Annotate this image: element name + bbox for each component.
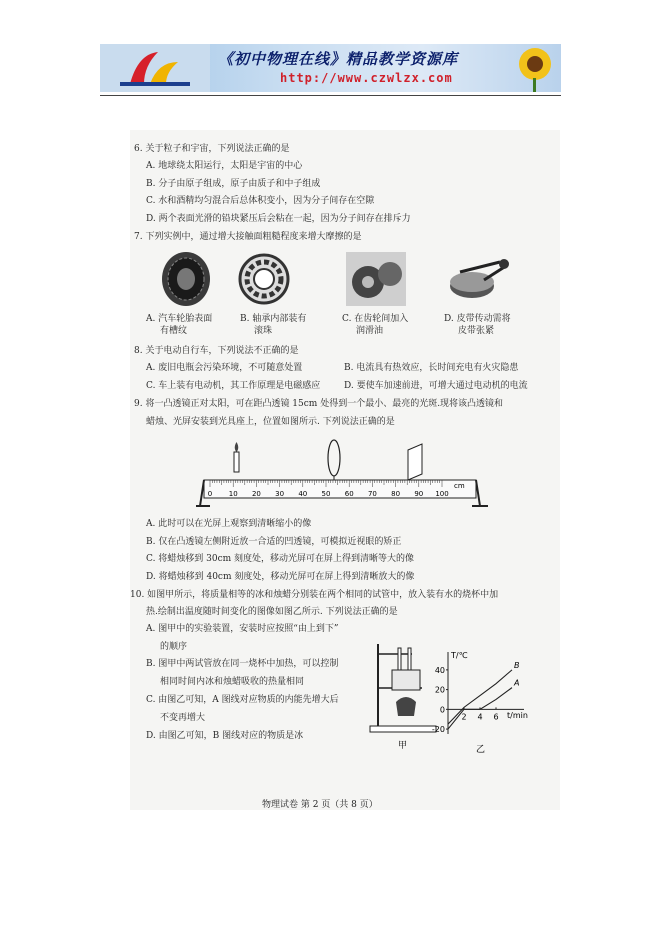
q7-caption-a	[146, 313, 212, 337]
q7-stem: 7. 下列实例中，通过增大接触面粗糙程度来增大摩擦的是	[134, 232, 362, 242]
sunflower-icon	[501, 44, 561, 92]
flame-icon	[235, 442, 239, 452]
q9-stem-line1: 9. 将一凸透镜正对太阳，可在距凸透镜 15cm 处得到一个最小、最亮的光斑.现将该凸透镜和	[134, 399, 504, 409]
q8-option-d: D. 要使车加速前进，可增大通过电动机的电流	[344, 381, 528, 391]
chart-x-tick-label: 4	[477, 712, 483, 722]
ruler-tick-label: 40	[298, 490, 308, 498]
ruler-tick-label: 0	[207, 490, 213, 498]
q10-option-c	[146, 694, 339, 724]
ruler-tick-label: 30	[275, 490, 285, 498]
q10-option-c-line1: C. 由图乙可知，A 图线对应物质的内能先增大后	[146, 695, 339, 705]
q10-option-c-line2: 不变再增大	[160, 713, 206, 723]
convex-lens-icon	[328, 440, 340, 476]
q10-option-a-line1: A. 图甲中的实验装置，安装时应按照“由上到下”	[146, 624, 339, 634]
q9-option-b: B. 仅在凸透镜左侧附近放一合适的凹透镜，可模拟近视眼的矫正	[146, 537, 402, 547]
q10-stem-line2: 热.绘制出温度随时间变化的图像如图乙所示. 下列说法正确的是	[146, 607, 398, 617]
q7-caption-d-line2: 皮带张紧	[458, 326, 495, 336]
q9-stem-line2: 蜡烛、光屏安装到光具座上，位置如图所示. 下列说法正确的是	[146, 417, 395, 427]
q9-option-a: A. 此时可以在光屏上观察到清晰缩小的像	[146, 519, 312, 529]
chart-ylabel: T/℃	[451, 651, 468, 660]
bearing-image	[236, 252, 292, 306]
q7-caption-b	[240, 313, 306, 337]
q9-option-c: C. 将蜡烛移到 30cm 刻度处，移动光屏可在屏上得到清晰等大的像	[146, 554, 415, 564]
ruler-tick-label: 90	[414, 490, 424, 498]
light-screen-icon	[408, 444, 422, 480]
q8-option-a: A. 废旧电瓶会污染环境，不可随意处置	[146, 363, 303, 373]
q7-caption-c-line1: C. 在齿轮间加入	[342, 314, 409, 324]
q6-stem: 6. 关于粒子和宇宙，下列说法正确的是	[134, 144, 290, 154]
q8-option-b: B. 电流具有热效应，长时间充电有火灾隐患	[344, 363, 519, 373]
ruler-tick-label: 80	[391, 490, 401, 498]
q9-option-d: D. 将蜡烛移到 40cm 刻度处，移动光屏可在屏上得到清晰放大的像	[146, 572, 415, 582]
q10-option-b	[146, 658, 338, 688]
q6-option-d: D. 两个表面光滑的铅块紧压后会粘在一起，因为分子间存在排斥力	[146, 214, 411, 224]
chart-x-tick-label: 2	[461, 712, 467, 722]
chart-x-tick-label: 6	[493, 712, 499, 722]
banner-url[interactable]: http://www.czwlzx.com	[280, 71, 453, 85]
chart-xlabel: t/min	[507, 711, 528, 720]
ruler-tick-label: 50	[321, 490, 331, 498]
temperature-time-chart	[428, 648, 538, 756]
ruler-unit: cm	[454, 482, 465, 490]
logo-icon	[100, 44, 210, 92]
beaker-icon	[392, 670, 420, 690]
ruler-tick-label: 10	[228, 490, 238, 498]
header-rule	[100, 95, 561, 96]
q10-option-d	[146, 730, 303, 742]
candle-icon	[234, 452, 239, 472]
gears-image	[346, 252, 406, 306]
q10-option-a-line2: 的顺序	[160, 642, 188, 652]
q10-option-a	[146, 623, 338, 653]
ruler-tick-label: 60	[344, 490, 354, 498]
q7-caption-d-line1: D. 皮带传动需将	[444, 314, 511, 324]
banner-title: 《初中物理在线》精品教学资源库	[218, 50, 459, 68]
q6-option-a: A. 地球绕太阳运行，太阳是宇宙的中心	[146, 161, 303, 171]
ruler-tick-label: 20	[251, 490, 261, 498]
chart-y-tick-label: 0	[439, 705, 445, 715]
q7-caption-d	[444, 313, 511, 337]
q10-option-d-line1: D. 由图乙可知，B 图线对应的物质是冰	[146, 731, 304, 741]
page-footer: 物理试卷 第 2 页（共 8 页）	[262, 800, 378, 810]
q10-stem-line1: 10. 如图甲所示，将质量相等的冰和烛蜡分别装在两个相同的试管中，放入装有水的烧杯中加	[130, 590, 499, 600]
q10-option-b-line2: 相同时间内冰和烛蜡吸收的热量相同	[160, 677, 305, 687]
q8-stem: 8. 关于电动自行车，下列说法不正确的是	[134, 346, 299, 356]
series-label-B: B	[514, 660, 520, 670]
q7-caption-a-line2: 有槽纹	[160, 326, 188, 336]
burner-icon	[396, 697, 416, 716]
chart-y-tick-label: -20	[431, 725, 445, 735]
q6-option-c: C. 水和酒精均匀混合后总体积变小，因为分子间存在空隙	[146, 196, 375, 206]
q7-caption-c	[342, 313, 408, 337]
q10-option-b-line1: B. 图甲中两试管放在同一烧杯中加热，可以控制	[146, 659, 339, 669]
ruler-tick-label: 100	[435, 490, 449, 498]
belt-drive-image	[440, 256, 516, 306]
chart-y-tick-label: 40	[434, 665, 445, 675]
q6-option-b: B. 分子由原子组成，原子由质子和中子组成	[146, 179, 321, 189]
q7-caption-c-line2: 润滑油	[356, 326, 384, 336]
q8-option-c: C. 车上装有电动机，其工作原理是电磁感应	[146, 381, 321, 391]
tire-image	[158, 250, 214, 308]
ruler-tick-label: 70	[367, 490, 377, 498]
q7-caption-b-line1: B. 轴承内部装有	[240, 314, 307, 324]
optical-bench-figure	[196, 430, 492, 510]
fig-jia-label: 甲	[398, 741, 408, 751]
q7-caption-a-line1: A. 汽车轮胎表面	[146, 314, 213, 324]
site-banner	[100, 44, 561, 92]
series-label-A: A	[514, 678, 520, 688]
chart-y-tick-label: 20	[434, 685, 445, 695]
fig-yi-label: 乙	[476, 745, 486, 755]
q7-caption-b-line2: 滚珠	[254, 326, 273, 336]
